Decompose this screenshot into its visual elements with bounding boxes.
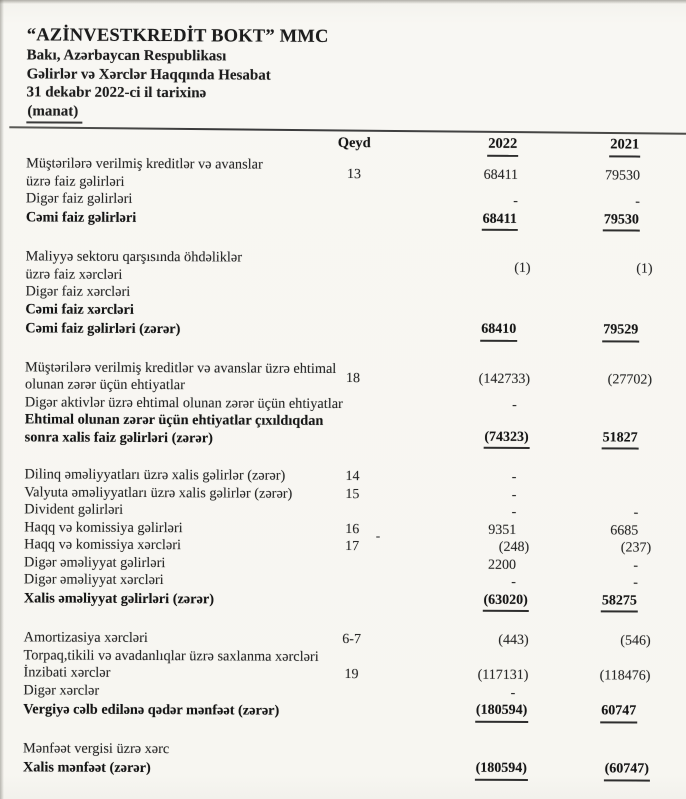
row-value-2021	[530, 371, 652, 389]
row-label-line: Digər əməliyyat gəlirləri	[23, 554, 166, 571]
row-label	[24, 537, 322, 556]
row-value-2022	[384, 259, 531, 277]
row-value-2022	[383, 294, 530, 295]
document-header	[26, 24, 686, 126]
row-label	[24, 630, 322, 649]
row-value-2022	[383, 370, 530, 388]
row-value-2022	[381, 751, 528, 752]
table-row	[23, 758, 684, 782]
row-label	[23, 740, 321, 759]
row-label	[24, 572, 322, 591]
row-value-2021-text: (237)	[620, 540, 652, 557]
row-value-2022	[381, 667, 528, 685]
table-row	[25, 412, 686, 450]
row-value-2022	[382, 469, 529, 487]
row-value-2021	[529, 478, 651, 479]
row-value-2022	[381, 684, 528, 702]
row-value-2021	[528, 694, 650, 695]
row-label	[25, 284, 323, 303]
row-label-line: Vergiyə cəlb edilənə qədər mənfəət (zərər)	[23, 701, 280, 719]
row-label-line: Divident gəlirləri	[24, 501, 124, 519]
row-label	[25, 320, 323, 339]
row-label-line: üzrə faiz xərcləri	[25, 266, 123, 283]
row-value-2022-text: 68411	[483, 167, 519, 184]
row-label-line: Xalis mənfəət (zərər)	[22, 759, 151, 776]
row-note: 6-7	[342, 632, 362, 648]
row-value-2022	[383, 312, 530, 313]
row-value-2022-text: -	[511, 575, 516, 591]
row-value-2022	[382, 632, 529, 650]
row-label-line: Müştərilərə verilmiş kreditlər və avanslar üzrə ehtimal	[25, 359, 337, 377]
row-value-2021	[529, 592, 651, 613]
row-label	[24, 502, 322, 521]
row-value-2021	[529, 659, 651, 660]
row-value-2022-text: -	[513, 194, 518, 210]
currency-note: (manat)	[26, 102, 82, 124]
row-label	[23, 759, 321, 778]
row-value-2021	[530, 429, 652, 450]
row-value-2021	[529, 522, 651, 540]
row-value-2021	[530, 313, 652, 314]
row-label-line: Mənfəət vergisi üzrə xərc	[23, 740, 170, 758]
row-label-line: Cəmi faiz gəlirləri (zərər)	[25, 320, 181, 338]
company-name: “AZİNVESTKREDİT BOKT” MMC	[26, 25, 329, 47]
row-label-line: Müştərilərə verilmiş kreditlər və avanslar	[26, 155, 263, 173]
table-row	[26, 191, 686, 212]
row-value-2021	[528, 752, 650, 753]
row-note: 15	[345, 486, 360, 502]
row-value-2021	[530, 321, 652, 342]
row-note: 18	[345, 370, 361, 386]
row-label-line: Cəmi faiz gəlirləri	[25, 209, 137, 227]
row-value-2021	[529, 539, 651, 557]
row-value-2021	[528, 702, 650, 723]
row-value-2021	[531, 167, 653, 185]
row-note: 17	[345, 539, 360, 555]
row-label	[23, 665, 321, 684]
row-value-2021-text: 58275	[601, 592, 638, 613]
row-label-line: Digər xərclər	[23, 682, 100, 699]
row-value-2022-text: 68411	[482, 211, 518, 232]
row-value-2022-text: (180594)	[475, 760, 528, 781]
row-value-2022	[384, 166, 531, 184]
row-value-2022	[383, 396, 530, 414]
row-label-line: Digər faiz xərcləri	[25, 283, 131, 301]
row-label	[24, 554, 322, 573]
row-value-2022	[382, 539, 529, 557]
row-label	[24, 591, 322, 610]
statement-rows	[23, 156, 686, 782]
row-label	[26, 210, 324, 229]
row-label	[25, 301, 323, 320]
table-row	[23, 700, 684, 724]
report-title: Gəlirlər və Xərclər Haqqında Hesabat	[26, 65, 271, 84]
row-label	[26, 191, 324, 210]
row-value-2021-text: 51827	[602, 429, 639, 450]
row-value-2021-text: 79530	[605, 168, 641, 184]
row-value-2022-text: -	[512, 397, 517, 413]
table-row	[25, 319, 686, 343]
row-label-line: Ehtimal olunan zərər üçün ehtiyatlar çıxıldıqdan	[24, 411, 324, 430]
row-value-2021	[531, 193, 653, 211]
row-value-2022-text: (248)	[498, 540, 530, 556]
col-header-2022-cell	[384, 136, 531, 157]
company-location: Bakı, Azərbaycan Respublikası	[26, 47, 227, 65]
table-row	[24, 572, 685, 593]
row-value-2021-text: (546)	[620, 633, 651, 650]
row-note: 16	[345, 521, 360, 537]
col-header-2021: 2021	[609, 137, 640, 158]
row-value-2021	[530, 295, 652, 296]
row-value-2021-text: 79530	[603, 211, 640, 232]
row-value-2021-text: 6685	[610, 523, 639, 539]
row-label	[25, 412, 323, 449]
row-value-2021-text: (1)	[636, 261, 653, 277]
row-label-line: Xalis əməliyyat gəlirləri (zərər)	[23, 590, 215, 608]
row-value-2022	[384, 210, 531, 231]
row-note: 19	[344, 667, 359, 683]
row-note: 13	[347, 167, 362, 183]
row-value-2021-text: 79529	[602, 322, 639, 343]
table-row	[24, 589, 685, 613]
row-value-2022-text: 2200	[487, 557, 517, 573]
row-label	[24, 467, 322, 486]
row-label	[25, 249, 323, 286]
row-label-line: olunan zərər üçün ehtiyatlar	[24, 376, 185, 394]
row-value-2022	[382, 504, 529, 522]
row-label	[24, 484, 322, 503]
row-value-2022-text: -	[511, 487, 517, 503]
row-value-2022-text: (180594)	[475, 702, 528, 723]
row-label-line: Amortizasiya xərcləri	[23, 629, 148, 647]
table-row	[23, 682, 684, 703]
col-header-qeyd: Qeyd	[337, 135, 371, 152]
table-row	[25, 359, 686, 397]
row-value-2021-text: (60747)	[604, 761, 650, 782]
row-value-2021-text: (27702)	[607, 372, 653, 388]
row-label-line: sonra xalis faiz gəlirləri (zərər)	[24, 429, 213, 447]
row-label	[24, 647, 322, 666]
table-row	[26, 156, 686, 194]
row-label-line: Valyuta əməliyyatları üzrə xalis gəlirlər (zərər)	[24, 484, 293, 502]
row-value-2022	[382, 486, 529, 504]
row-value-2022	[382, 591, 529, 612]
row-label	[23, 701, 321, 720]
row-value-2021	[528, 667, 650, 685]
table-row	[23, 740, 684, 761]
row-label	[23, 682, 321, 701]
row-value-2022	[382, 658, 529, 659]
row-value-2022-text: 9351	[488, 522, 517, 538]
table-row	[25, 249, 686, 287]
row-value-2022	[381, 760, 528, 781]
row-label-line: Digər faiz gəlirləri	[25, 190, 133, 208]
row-value-2022-text: -	[511, 470, 517, 486]
row-label	[24, 394, 343, 413]
row-label-line: Cəmi faiz xərcləri	[25, 301, 134, 318]
row-value-2022-text: (63020)	[482, 592, 528, 613]
row-label-line: Digər aktivlər üzrə ehtimal olunan zərər üçün ehtiyatlar	[24, 394, 343, 412]
row-value-2021	[530, 406, 652, 407]
row-value-2022	[382, 521, 529, 539]
row-value-2021	[528, 760, 650, 781]
row-value-2021	[529, 504, 651, 522]
row-value-2022	[382, 574, 529, 592]
row-label-line: Digər əməliyyat xərcləri	[23, 571, 164, 589]
row-value-2022-text: (142733)	[478, 371, 531, 387]
row-value-2022-text: 68410	[480, 321, 517, 342]
row-value-2021	[529, 632, 651, 650]
row-value-2022	[383, 321, 530, 342]
row-label-line: Haqq və komissiya gəlirləri	[24, 519, 183, 537]
row-note: 14	[345, 469, 360, 485]
row-value-2022-text: (443)	[498, 633, 529, 649]
row-value-2022-text: -	[511, 505, 517, 521]
row-value-2021	[529, 496, 651, 497]
col-header-2021-cell	[531, 136, 653, 157]
row-value-2022-text: (117131)	[477, 668, 529, 684]
row-label-line: Torpaq,tikili və avadanlıqlar üzrə saxlanma xərcləri	[23, 647, 319, 665]
row-value-2022	[383, 428, 530, 449]
table-row	[26, 208, 686, 232]
row-label	[24, 519, 322, 538]
row-value-2021-text: -	[633, 505, 639, 521]
row-value-2021-text: -	[635, 194, 640, 210]
report-date: 31 dekabr 2022-ci il tarixinə	[26, 84, 207, 102]
row-label-line: Haqq və komissiya xərcləri	[24, 536, 182, 554]
row-label-line: Maliyyə sektoru qarşısında öhdəliklər	[25, 248, 243, 266]
row-value-2021	[531, 260, 653, 278]
row-label	[26, 156, 324, 193]
row-value-2022-text: -	[510, 685, 516, 701]
row-value-2022-text: (74323)	[483, 429, 529, 450]
row-value-2021	[529, 557, 651, 575]
row-value-2021-text: -	[633, 558, 639, 574]
row-value-2021	[529, 574, 651, 592]
table-row	[25, 301, 686, 322]
currency-note-line	[26, 102, 686, 127]
row-value-2021-text: 60747	[600, 703, 637, 724]
row-value-2021-text: -	[633, 575, 638, 591]
row-value-2021	[531, 211, 653, 232]
col-header-label-spacer	[26, 134, 324, 136]
row-value-2022	[384, 193, 531, 211]
row-value-2022	[382, 556, 529, 574]
row-label	[24, 359, 337, 396]
row-value-2022	[381, 702, 528, 723]
row-value-2021-text: (118476)	[599, 668, 651, 685]
row-label-line: İnzibati xərclər	[23, 664, 111, 682]
row-label-line: üzrə faiz gəlirləri	[25, 173, 125, 190]
col-header-2022: 2022	[487, 136, 518, 157]
row-label-line: Dilinq əməliyyatları üzrə xalis gəlirlər (zərər)	[24, 466, 286, 485]
row-value-2022-text: (1)	[514, 261, 531, 277]
